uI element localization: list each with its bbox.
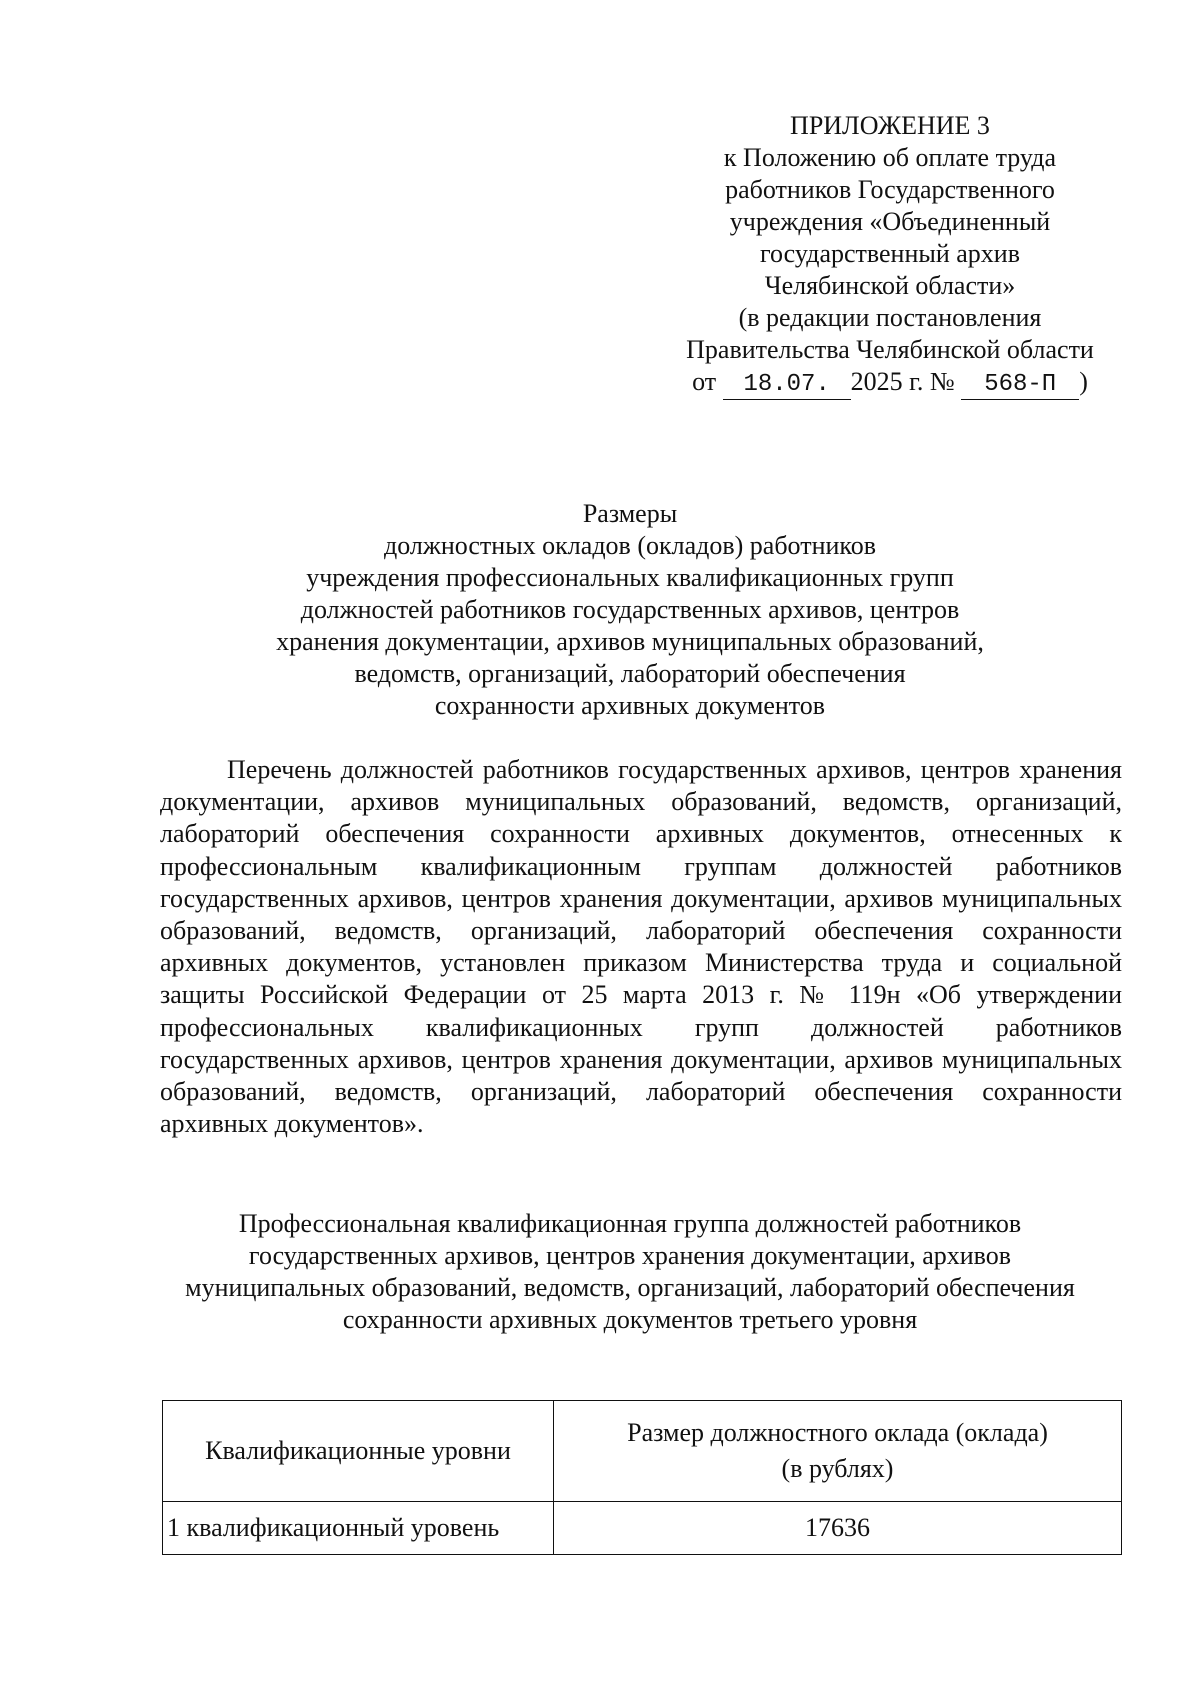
appendix-line: к Положению об оплате труда [723,143,1057,172]
group-heading [140,1208,1120,1336]
appendix-line: (в редакции постановления [738,303,1042,332]
group-heading-line: сохранности архивных документов третьего уровня [342,1305,918,1334]
appendix-line: Правительства Челябинской области [686,335,1094,364]
appendix-title: ПРИЛОЖЕНИЕ 3 [790,111,990,140]
salary-table [162,1400,1122,1555]
appendix-line: государственный архив [760,239,1020,268]
body-paragraph: Перечень должностей работников государственных архивов, центров хранения документации, архивов муниципальных образований, ведомств, организаций, лабораторий обеспечения сохранности архивных документов, отнесенных к профессиональным квалификационным группам должностей работников государственных архивов, центров хранения документации, архивов муниципальных образований, ведомств, организаций, лабораторий обеспечения сохранности архивных документов, установлен приказом Министерства труда и социальной защиты Российской Федерации от 25 марта 2013 г. № 119н «Об утверждении профессиональных квалификационных групп должностей работников государственных архивов, центров хранения документации, архивов муниципальных образований, ведомств, организаций, лабораторий обеспечения сохранности архивных документов». [160,755,1122,1139]
appendix-block [640,110,1140,400]
group-heading-line: государственных архивов, центров хранения документации, архивов [248,1241,1012,1270]
row-level: 1 квалификационный уровень [163,1502,554,1555]
year-text: 2025 г. № [850,367,955,396]
header-levels: Квалификационные уровни [163,1401,554,1502]
document-title [180,498,1080,722]
title-line: учреждения профессиональных квалификационных групп [306,563,954,592]
appendix-line: работников Государственного [725,175,1055,204]
header-salary-line: Размер должностного оклада (оклада) [627,1418,1048,1447]
title-line: должностных окладов (окладов) работников [384,531,876,560]
group-heading-line: муниципальных образований, ведомств, организаций, лабораторий обеспечения [185,1273,1075,1302]
title-line: должностей работников государственных архивов, центров [300,595,960,624]
title-heading: Размеры [582,499,678,528]
group-heading-line: Профессиональная квалификационная группа должностей работников [238,1209,1022,1238]
row-salary: 17636 [554,1502,1122,1555]
appendix-line: Челябинской области» [764,271,1016,300]
resolution-date: 18.07. [723,371,851,400]
resolution-number: 568-П [961,371,1079,400]
header-salary-unit: (в рублях) [781,1454,894,1483]
appendix-line: учреждения «Объединенный [729,207,1051,236]
title-line: сохранности архивных документов [434,691,826,720]
title-line: хранения документации, архивов муниципальных образований, [276,627,984,656]
table-row [163,1502,1122,1555]
appendix-date-line [640,366,1140,400]
date-prefix: от [692,367,717,396]
table-header-row [163,1401,1122,1502]
title-line: ведомств, организаций, лабораторий обеспечения [354,659,906,688]
closing-bracket: ) [1079,367,1088,396]
header-salary [554,1401,1122,1502]
